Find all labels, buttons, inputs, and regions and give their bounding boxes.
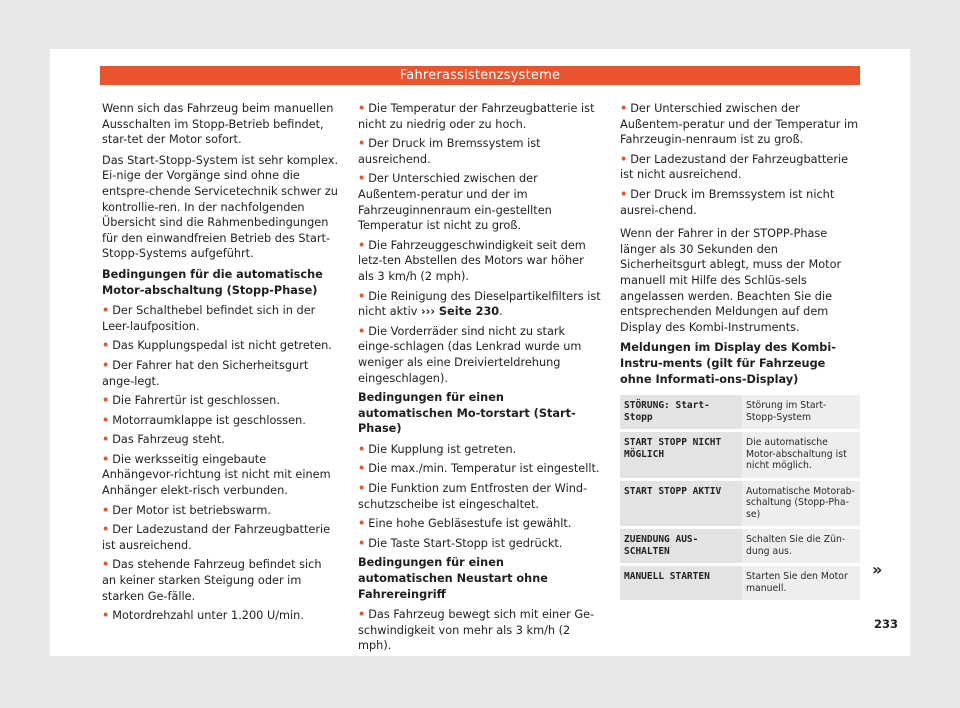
list-item: • Der Unterschied zwischen der Außentem-peratur und der im Fahrzeuginnenraum ein-gestellten Temperatur ist nicht zu groß. bbox=[358, 172, 552, 233]
message-description: Automatische Motorab-schaltung (Stopp-Pha-se) bbox=[742, 479, 860, 528]
list-item: • Eine hohe Gebläsestufe ist gewählt. bbox=[358, 517, 572, 531]
bullet-dot-icon: • bbox=[358, 289, 366, 303]
table-row bbox=[620, 565, 860, 602]
bullet-dot-icon: • bbox=[102, 433, 110, 447]
page-reference-link[interactable]: ››› Seite 230 bbox=[421, 305, 500, 319]
message-code: ZUENDUNG AUS-SCHALTEN bbox=[620, 528, 742, 565]
bullet-list bbox=[358, 101, 601, 285]
column-2 bbox=[358, 101, 601, 658]
message-code: STÖRUNG: Start-Stopp bbox=[620, 395, 742, 431]
bullet-dot-icon: • bbox=[620, 102, 628, 115]
list-item: • Die Temperatur der Fahrzeugbatterie ist nicht zu niedrig oder zu hoch. bbox=[358, 102, 595, 131]
bullet-dot-icon: • bbox=[620, 152, 628, 166]
bullet-dot-icon: • bbox=[358, 442, 366, 456]
bullet-dot-icon: • bbox=[358, 517, 366, 531]
bullet-dot-icon: • bbox=[358, 102, 366, 115]
list-item: • Das Fahrzeug steht. bbox=[102, 433, 225, 447]
bullet-dot-icon: • bbox=[102, 503, 110, 517]
bullet-dot-icon: • bbox=[620, 187, 628, 201]
bullet-list bbox=[358, 607, 601, 654]
list-item: • Der Druck im Bremssystem ist ausreichend. bbox=[358, 137, 541, 166]
bullet-dot-icon: • bbox=[102, 394, 110, 408]
column-3 bbox=[620, 101, 860, 603]
list-item: • Die Kupplung ist getreten. bbox=[358, 442, 517, 456]
bullet-dot-icon: • bbox=[102, 523, 110, 537]
continue-chevron-icon: » bbox=[872, 560, 883, 579]
bullet-dot-icon: • bbox=[358, 462, 366, 476]
bullet-dot-icon: • bbox=[102, 304, 110, 318]
message-description: Schalten Sie die Zün-dung aus. bbox=[742, 528, 860, 565]
paragraph: Wenn der Fahrer in der STOPP-Phase länger als 30 Sekunden den Sicherheitsgurt ablegt, muss der Motor manuell mit Hilfe des Schlüs-sels angelassen werden. Beachten Sie die entsprechenden Meldungen auf dem Display des Kombi-Instruments. bbox=[620, 227, 842, 334]
table-row bbox=[620, 528, 860, 565]
bullet-dot-icon: • bbox=[358, 536, 366, 550]
list-item: • Der Ladezustand der Fahrzeugbatterie ist ausreichend. bbox=[102, 523, 331, 552]
list-item: • Der Motor ist betriebswarm. bbox=[102, 503, 271, 517]
list-item: • Die Vorderräder sind nicht zu stark einge-schlagen (das Lenkrad wurde um weniger als eine Dreivierteldrehung eingeschlagen). bbox=[358, 324, 582, 385]
section-heading: Meldungen im Display des Kombi-Instru-ments (gilt für Fahrzeuge ohne Informati-ons-Display) bbox=[620, 341, 836, 386]
paragraph: Das Start-Stopp-System ist sehr komplex. Ei-nige der Vorgänge sind ohne die entspre-chende Servicetechnik schwer zu kontrollie-ren. In der nachfolgenden Übersicht sind die Rahmenbedingungen für den einwandfreien Betrieb des Start-Stopp-Systems aufgeführt. bbox=[102, 153, 339, 261]
list-item: • Motorraumklappe ist geschlossen. bbox=[102, 413, 306, 427]
list-item: • Das Fahrzeug bewegt sich mit einer Ge-schwindigkeit von mehr als 3 km/h (2 mph). bbox=[358, 608, 595, 653]
list-item: • Motordrehzahl unter 1.200 U/min. bbox=[102, 609, 304, 623]
bullet-dot-icon: • bbox=[102, 413, 110, 427]
bullet-list bbox=[620, 101, 860, 218]
bullet-list bbox=[358, 442, 601, 552]
list-item: • Die werksseitig eingebaute Anhängevor-richtung ist nicht mit einem Anhänger elekt-risch verbunden. bbox=[102, 452, 331, 498]
table-row bbox=[620, 479, 860, 528]
list-item: • Die Funktion zum Entfrosten der Wind-schutzscheibe ist eingeschaltet. bbox=[358, 482, 588, 511]
message-description: Die automatische Motor-abschaltung ist nicht möglich. bbox=[742, 431, 860, 480]
message-description: Starten Sie den Motor manuell. bbox=[742, 565, 860, 602]
bullet-dot-icon: • bbox=[358, 324, 366, 338]
page-number: 233 bbox=[873, 617, 898, 631]
chapter-banner: Fahrerassistenzsysteme bbox=[100, 66, 860, 85]
table-row bbox=[620, 395, 860, 431]
list-item: • Das Kupplungspedal ist nicht getreten. bbox=[102, 339, 332, 353]
paragraph: Wenn sich das Fahrzeug beim manuellen Ausschalten im Stopp-Betrieb befindet, star-tet der Motor sofort. bbox=[102, 102, 334, 147]
page bbox=[50, 49, 910, 656]
message-code: START STOPP NICHT MÖGLICH bbox=[620, 431, 742, 480]
list-item: • Der Fahrer hat den Sicherheitsgurt ange-legt. bbox=[102, 358, 309, 388]
list-item: • Die Taste Start-Stopp ist gedrückt. bbox=[358, 536, 563, 550]
bullet-dot-icon: • bbox=[102, 358, 110, 372]
list-item: • Das stehende Fahrzeug befindet sich an keiner starken Steigung oder im starken Ge-fälle. bbox=[102, 558, 322, 603]
table-row bbox=[620, 431, 860, 480]
bullet-dot-icon: • bbox=[358, 137, 366, 151]
message-code: START STOPP AKTIV bbox=[620, 479, 742, 528]
list-item: • Die max./min. Temperatur ist eingestellt. bbox=[358, 462, 600, 476]
bullet-list bbox=[102, 303, 339, 624]
bullet-dot-icon: • bbox=[358, 238, 366, 252]
list-item: • Der Unterschied zwischen der Außentem-peratur und der Temperatur im Fahrzeugin-nenraum ist zu groß. bbox=[620, 102, 859, 147]
message-code: MANUELL STARTEN bbox=[620, 565, 742, 602]
list-item: • Der Druck im Bremssystem ist nicht ausrei-chend. bbox=[620, 187, 835, 217]
bullet-dot-icon: • bbox=[102, 609, 110, 623]
bullet-dot-icon: • bbox=[102, 452, 110, 466]
column-1 bbox=[102, 101, 339, 628]
message-description: Störung im Start-Stopp-System bbox=[742, 395, 860, 431]
list-item: • Der Schalthebel befindet sich in der Leer-laufposition. bbox=[102, 304, 316, 333]
list-item: • Die Reinigung des Dieselpartikelfilters ist nicht aktiv ››› Seite 230. bbox=[358, 289, 601, 319]
section-heading: Bedingungen für einen automatischen Neustart ohne Fahrereingriff bbox=[358, 556, 548, 601]
bullet-dot-icon: • bbox=[358, 172, 366, 186]
display-messages-table bbox=[620, 395, 860, 603]
list-item: • Der Ladezustand der Fahrzeugbatterie ist nicht ausreichend. bbox=[620, 152, 849, 182]
bullet-dot-icon: • bbox=[102, 339, 110, 353]
bullet-dot-icon: • bbox=[358, 608, 366, 622]
section-heading: Bedingungen für die automatische Motor-abschaltung (Stopp-Phase) bbox=[102, 267, 323, 297]
section-heading: Bedingungen für einen automatischen Mo-torstart (Start-Phase) bbox=[358, 391, 576, 436]
list-item: • Die Fahrzeuggeschwindigkeit seit dem letz-ten Abstellen des Motors war höher als 3 km/h (2 mph). bbox=[358, 238, 586, 283]
bullet-dot-icon: • bbox=[102, 558, 110, 572]
bullet-dot-icon: • bbox=[358, 482, 366, 496]
list-item: • Die Fahrertür ist geschlossen. bbox=[102, 394, 280, 408]
